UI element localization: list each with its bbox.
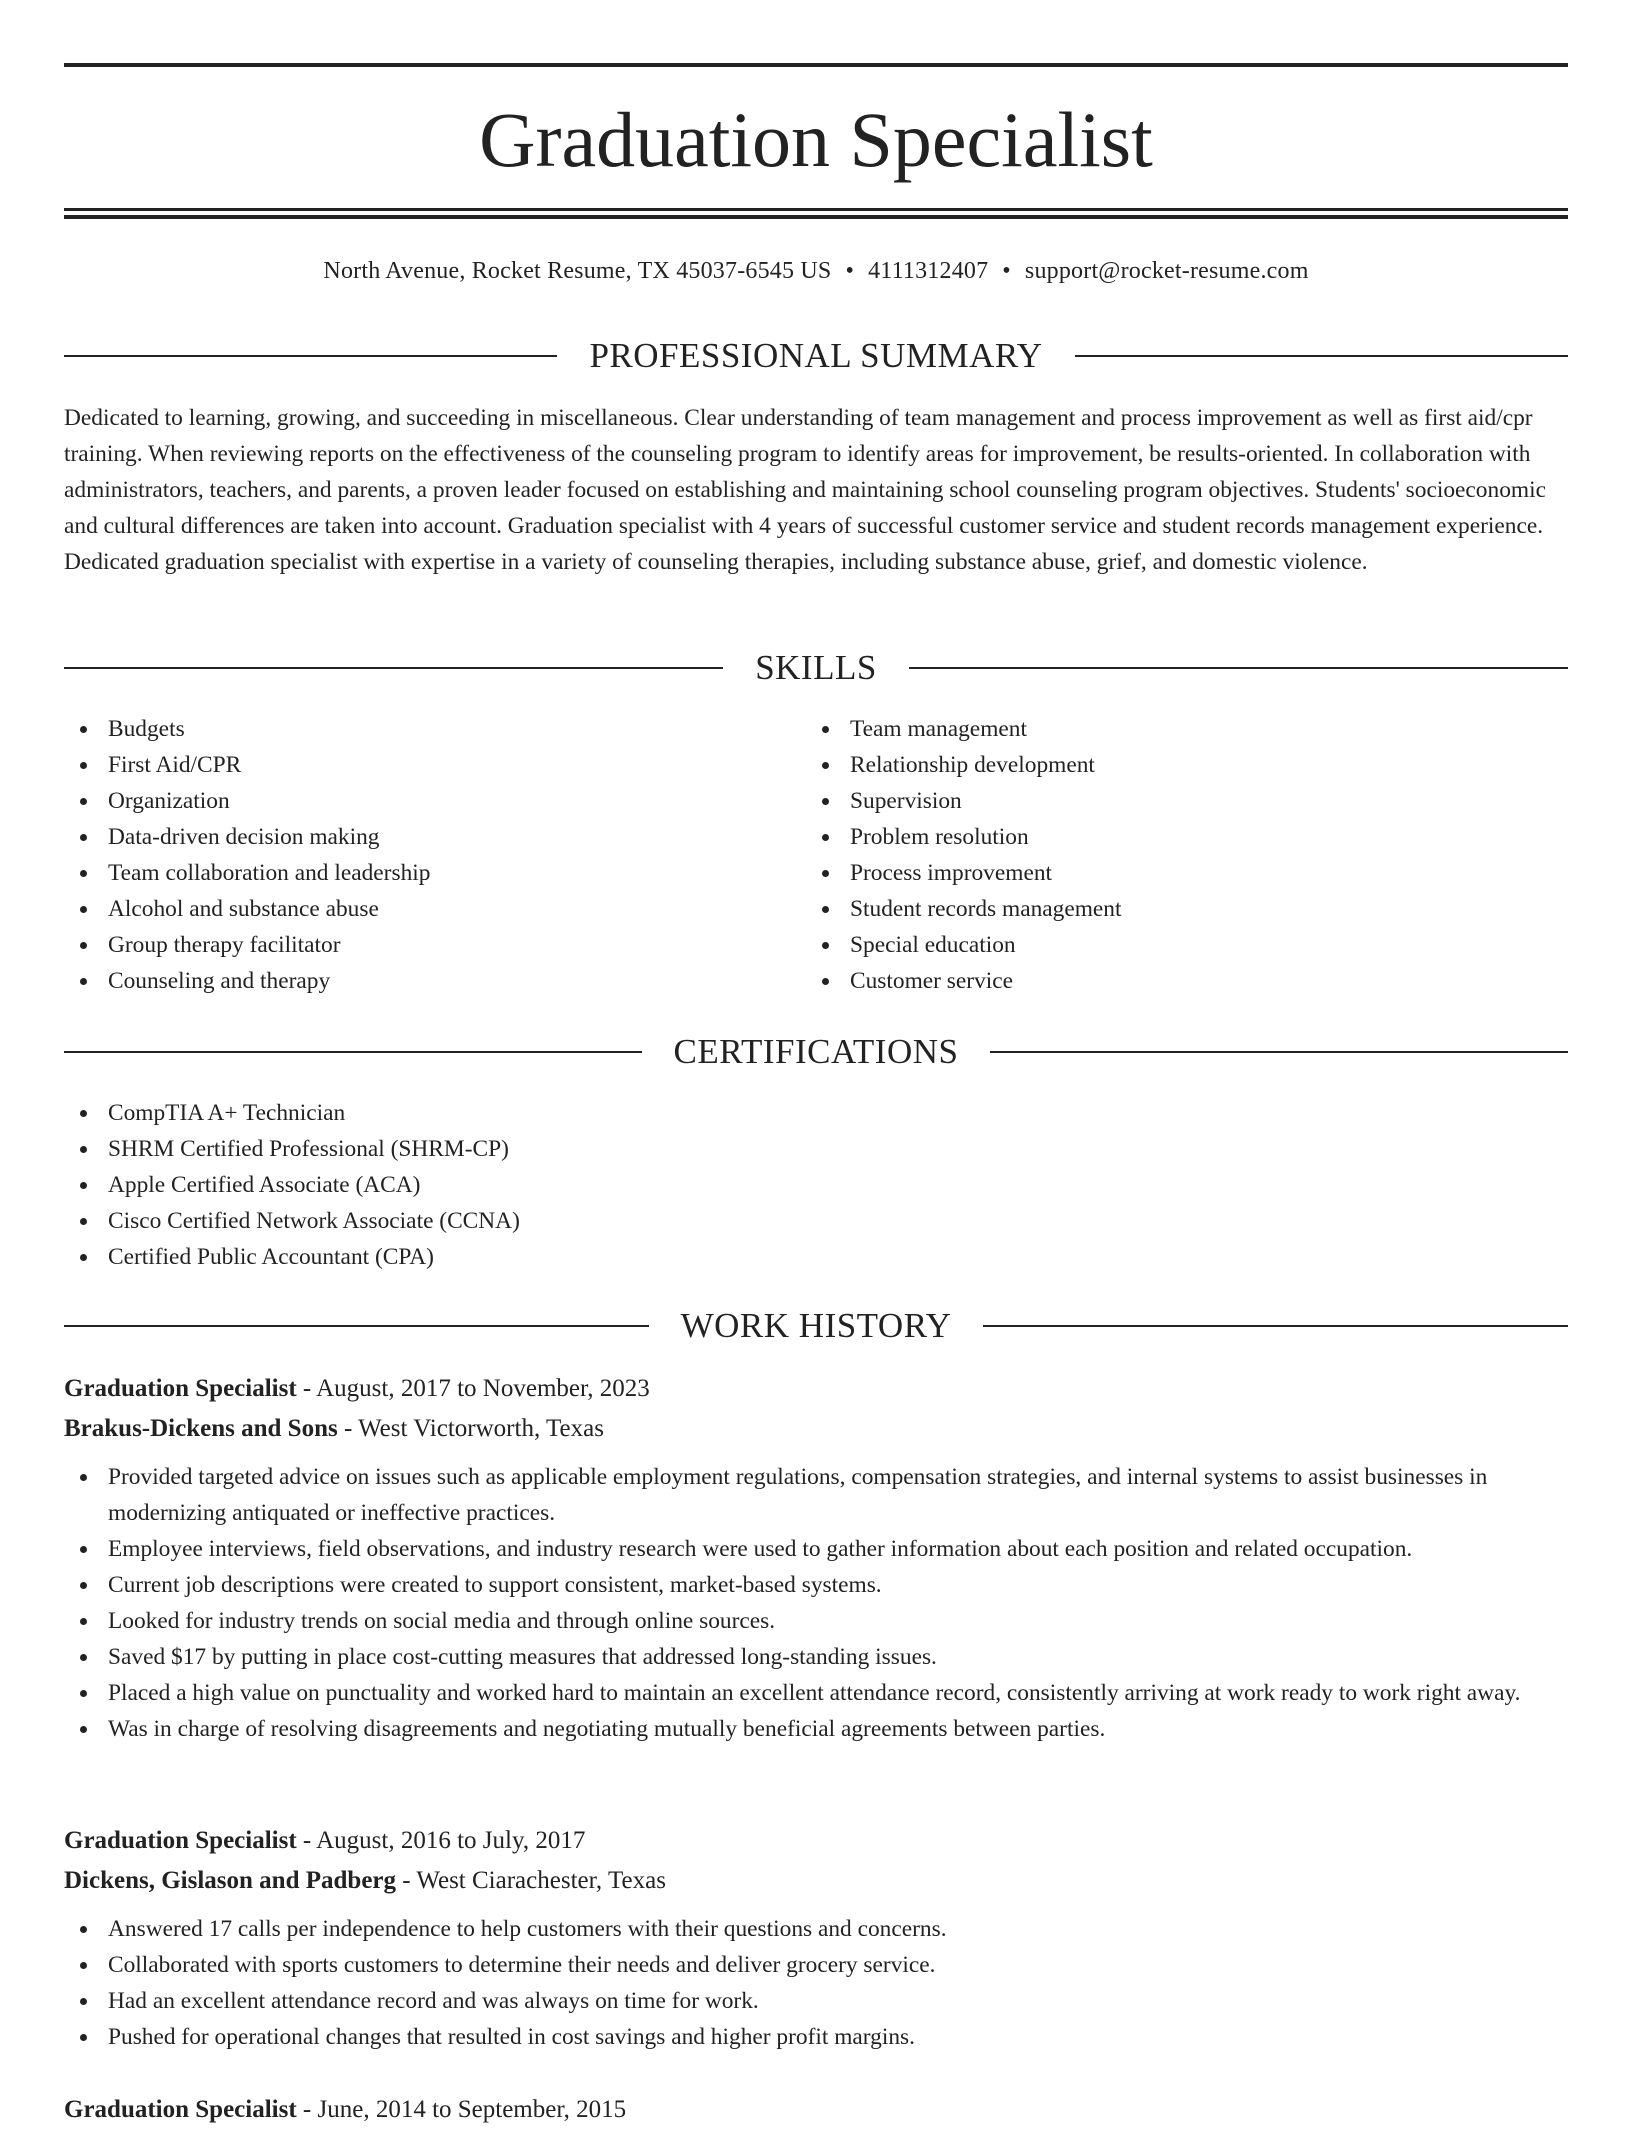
job-title: Graduation Specialist [64,1375,297,1402]
section-divider [990,1051,1568,1053]
job-duty-item: Employee interviews, field observations, and industry research were used to gather information about each position and related occupation. [64,1531,1568,1567]
contact-email: support@rocket-resume.com [1024,258,1309,284]
skill-item: Process improvement [806,855,1546,891]
job-duty-item: Current job descriptions were created to support consistent, market-based systems. [64,1567,1568,1603]
skill-item: Budgets [64,711,804,747]
section-divider [64,1051,642,1053]
section-title-skills: SKILLS [755,648,877,687]
section-divider [909,667,1568,669]
job-title-line [64,1821,1568,1861]
section-divider [64,1325,649,1327]
section-divider [1075,355,1568,357]
job-duty-item: Collaborated with sports customers to determine their needs and deliver grocery service. [64,1947,1568,1983]
job-location: - West Victorworth, Texas [337,1415,604,1442]
top-rule [64,63,1568,67]
skill-item: Student records management [806,891,1546,927]
job-duty-item: Saved $17 by putting in place cost-cutting measures that addressed long-standing issues. [64,1639,1568,1675]
skill-item: Alcohol and substance abuse [64,891,804,927]
contact-separator: • [845,258,855,284]
skill-item: Special education [806,927,1546,963]
job-duty-item: Provided targeted advice on issues such as applicable employment regulations, compensation strategies, and internal systems to assist businesses in modernizing antiquated or ineffective practices. [64,1459,1568,1531]
name-rule-upper [64,208,1568,211]
certification-item: Cisco Certified Network Associate (CCNA) [64,1203,1568,1239]
skill-item: Data-driven decision making [64,819,804,855]
name-rule-lower [64,215,1568,219]
job-entry [64,1369,1568,1747]
job-company: Dickens, Gislason and Padberg [64,1867,397,1894]
skill-item: Problem resolution [806,819,1546,855]
job-duty-item: Had an excellent attendance record and was always on time for work. [64,1983,1568,2019]
job-dates: - August, 2017 to November, 2023 [296,1375,650,1402]
skills-list-left [64,711,804,999]
skill-item: Relationship development [806,747,1546,783]
job-duties-list [64,1911,1568,2055]
skill-item: Counseling and therapy [64,963,804,999]
skills-section-header [64,646,1568,690]
skill-item: First Aid/CPR [64,747,804,783]
job-title-line [64,1369,1568,1409]
job-company-line [64,1861,1568,1901]
job-company: Brakus-Dickens and Sons [64,1415,338,1442]
resume-name: Graduation Specialist [479,96,1153,183]
certification-item: Certified Public Accountant (CPA) [64,1239,1568,1275]
contact-line [64,254,1568,288]
section-divider [64,667,723,669]
certification-item: Apple Certified Associate (ACA) [64,1167,1568,1203]
skill-item: Team management [806,711,1546,747]
section-divider [64,355,557,357]
job-duty-item: Was in charge of resolving disagreements and negotiating mutually beneficial agreements between parties. [64,1711,1568,1747]
job-company-line [64,1409,1568,1449]
job-entry [64,1821,1568,2055]
contact-address: North Avenue, Rocket Resume, TX 45037-6545 US [323,258,832,284]
skill-item: Customer service [806,963,1546,999]
job-title: Graduation Specialist [64,1827,297,1854]
job-title: Graduation Specialist [64,2096,297,2123]
summary-text: Dedicated to learning, growing, and succeeding in miscellaneous. Clear understanding of team management and process improvement as well as first aid/cpr training. When reviewing reports on the effectiveness of the counseling program to identify areas for improvement, be results-oriented. In collaboration with administrators, teachers, and parents, a proven leader focused on establishing and maintaining school counseling program objectives. Students' socioeconomic and cultural differences are taken into account. Graduation specialist with 4 years of successful customer service and student records management experience. Dedicated graduation specialist with expertise in a variety of counseling therapies, including substance abuse, grief, and domestic violence. [64,405,1546,575]
skills-list-right [806,711,1546,999]
certifications-list [64,1095,1568,1275]
section-divider [983,1325,1568,1327]
job-dates: - June, 2014 to September, 2015 [296,2096,627,2123]
skill-item: Organization [64,783,804,819]
work-history-section-header [64,1304,1568,1348]
job-duty-item: Looked for industry trends on social media and through online sources. [64,1603,1568,1639]
certification-item: CompTIA A+ Technician [64,1095,1568,1131]
job-entry [64,2090,1568,2130]
summary-section-header [64,334,1568,378]
contact-phone: 4111312407 [868,258,989,284]
job-duty-item: Placed a high value on punctuality and worked hard to maintain an excellent attendance record, consistently arriving at work ready to work right away. [64,1675,1568,1711]
section-title-work-history: WORK HISTORY [680,1306,952,1345]
job-location: - West Ciarachester, Texas [396,1867,666,1894]
job-duties-list [64,1459,1568,1747]
job-duty-item: Pushed for operational changes that resulted in cost savings and higher profit margins. [64,2019,1568,2055]
skill-item: Supervision [806,783,1546,819]
job-dates: - August, 2016 to July, 2017 [296,1827,586,1854]
section-title-summary: PROFESSIONAL SUMMARY [589,336,1043,375]
skill-item: Team collaboration and leadership [64,855,804,891]
certification-item: SHRM Certified Professional (SHRM-CP) [64,1131,1568,1167]
job-duty-item: Answered 17 calls per independence to help customers with their questions and concerns. [64,1911,1568,1947]
certifications-section-header [64,1030,1568,1074]
contact-separator: • [1002,258,1011,284]
section-title-certifications: CERTIFICATIONS [673,1032,959,1071]
job-title-line [64,2090,1568,2130]
skill-item: Group therapy facilitator [64,927,804,963]
